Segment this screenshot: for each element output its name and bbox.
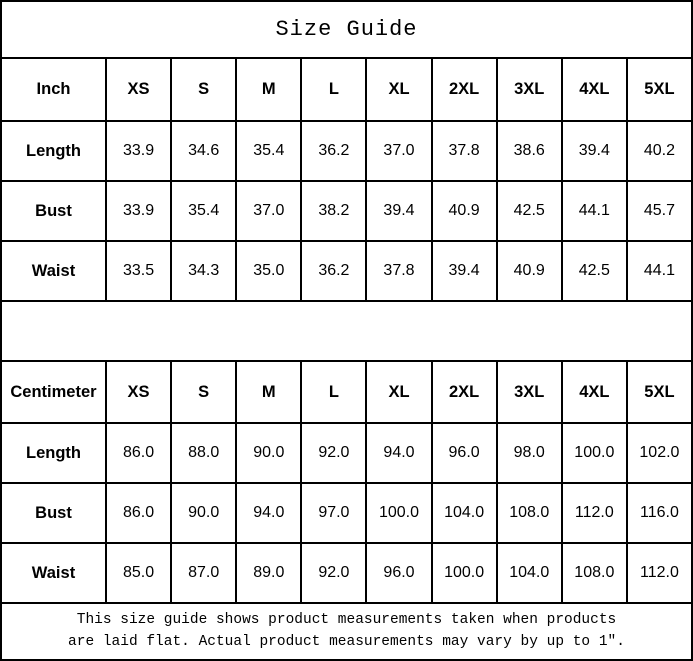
cell: 40.2: [626, 122, 691, 180]
cm-waist-row: [2, 542, 691, 602]
cell: 40.9: [431, 182, 496, 240]
cell: 37.8: [431, 122, 496, 180]
cell: 92.0: [300, 544, 365, 602]
cell: 94.0: [235, 484, 300, 542]
cell: 36.2: [300, 122, 365, 180]
inch-length-row: [2, 120, 691, 180]
size-header-3xl: 3XL: [496, 362, 561, 422]
cell: 39.4: [561, 122, 626, 180]
size-header-2xl: 2XL: [431, 362, 496, 422]
cell: 39.4: [365, 182, 430, 240]
cell: 37.8: [365, 242, 430, 300]
cell: 35.0: [235, 242, 300, 300]
cell: 100.0: [561, 424, 626, 482]
cell: 34.3: [170, 242, 235, 300]
footer-note-line2: are laid flat. Actual product measurements may vary by up to 1″.: [68, 633, 625, 650]
cell: 44.1: [626, 242, 691, 300]
cell: 108.0: [496, 484, 561, 542]
cell: 86.0: [105, 484, 170, 542]
cell: 42.5: [496, 182, 561, 240]
cell: 33.9: [105, 122, 170, 180]
cell: 102.0: [626, 424, 691, 482]
cell: 92.0: [300, 424, 365, 482]
size-header-2xl: 2XL: [431, 59, 496, 120]
cell: 33.9: [105, 182, 170, 240]
cm-bust-row: [2, 482, 691, 542]
size-header-4xl: 4XL: [561, 362, 626, 422]
inch-waist-row: [2, 240, 691, 300]
row-label: Length: [26, 443, 81, 462]
size-header-s: S: [170, 59, 235, 120]
cell: 88.0: [170, 424, 235, 482]
size-header-l: L: [300, 362, 365, 422]
size-header-5xl: 5XL: [626, 59, 691, 120]
cell: 35.4: [170, 182, 235, 240]
cell: 85.0: [105, 544, 170, 602]
size-header-xl: XL: [365, 59, 430, 120]
page-title: [2, 2, 691, 57]
page-title-text: Size Guide: [275, 17, 418, 42]
cell: 87.0: [170, 544, 235, 602]
cell: 104.0: [496, 544, 561, 602]
cell: 98.0: [496, 424, 561, 482]
size-header-s: S: [170, 362, 235, 422]
cell: 38.2: [300, 182, 365, 240]
size-header-xs: XS: [105, 362, 170, 422]
cell: 96.0: [365, 544, 430, 602]
cell: 33.5: [105, 242, 170, 300]
spacer-row: [2, 300, 691, 360]
size-header-m: M: [235, 59, 300, 120]
row-label: Waist: [31, 261, 76, 280]
cell: 45.7: [626, 182, 691, 240]
cell: 100.0: [365, 484, 430, 542]
cell: 94.0: [365, 424, 430, 482]
size-header-3xl: 3XL: [496, 59, 561, 120]
cell: 116.0: [626, 484, 691, 542]
cell: 34.6: [170, 122, 235, 180]
cell: 90.0: [235, 424, 300, 482]
cm-header-row: [2, 360, 691, 422]
cell: 89.0: [235, 544, 300, 602]
size-header-xs: XS: [105, 59, 170, 120]
cell: 112.0: [626, 544, 691, 602]
inch-bust-row: [2, 180, 691, 240]
row-label: Waist: [31, 563, 76, 582]
cell: 100.0: [431, 544, 496, 602]
cell: 44.1: [561, 182, 626, 240]
size-header-5xl: 5XL: [626, 362, 691, 422]
cell: 35.4: [235, 122, 300, 180]
cell: 112.0: [561, 484, 626, 542]
cell: 37.0: [235, 182, 300, 240]
cell: 38.6: [496, 122, 561, 180]
size-header-m: M: [235, 362, 300, 422]
row-label: Length: [26, 141, 81, 160]
inch-unit-header: Inch: [36, 80, 71, 99]
cell: 36.2: [300, 242, 365, 300]
size-header-xl: XL: [365, 362, 430, 422]
row-label: Bust: [35, 503, 72, 522]
size-header-l: L: [300, 59, 365, 120]
cell: 86.0: [105, 424, 170, 482]
cell: 90.0: [170, 484, 235, 542]
cell: 104.0: [431, 484, 496, 542]
cell: 42.5: [561, 242, 626, 300]
cell: 96.0: [431, 424, 496, 482]
cell: 40.9: [496, 242, 561, 300]
inch-header-row: [2, 57, 691, 120]
footer-note-line1: This size guide shows product measurements taken when products: [76, 611, 617, 628]
cm-unit-header: Centimeter: [10, 382, 97, 401]
cell: 97.0: [300, 484, 365, 542]
size-header-4xl: 4XL: [561, 59, 626, 120]
cm-length-row: [2, 422, 691, 482]
footer-note: [2, 602, 691, 659]
cell: 39.4: [431, 242, 496, 300]
cell: 108.0: [561, 544, 626, 602]
cell: 37.0: [365, 122, 430, 180]
row-label: Bust: [35, 201, 72, 220]
